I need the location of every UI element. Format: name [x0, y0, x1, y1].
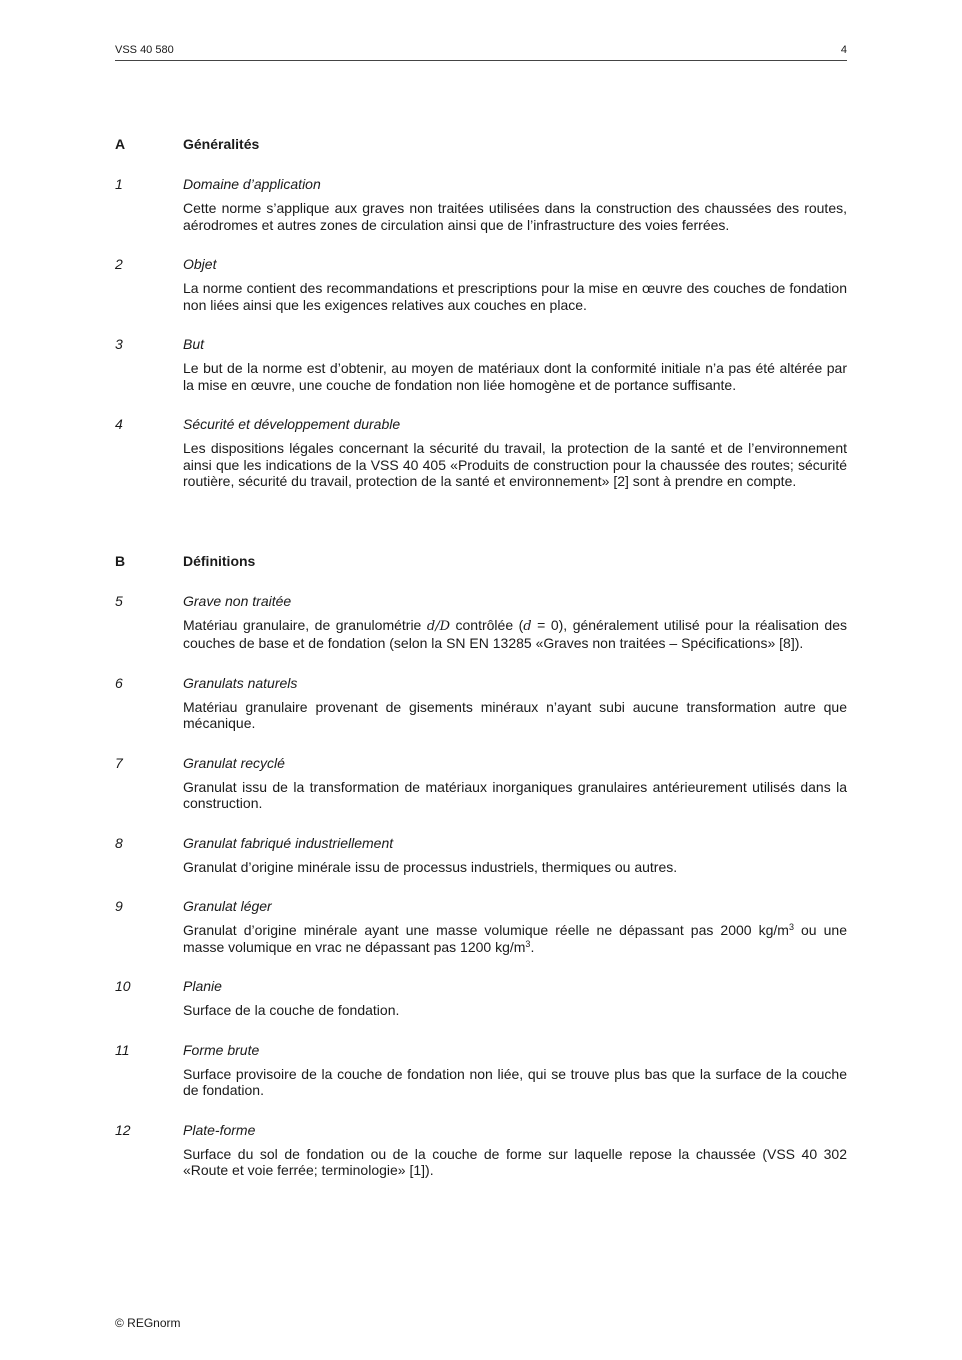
clause-10 — [115, 977, 847, 1019]
document-reference: VSS 40 580 — [115, 44, 174, 56]
clause-text: Le but de la norme est d’obtenir, au moyen de matériaux dont la conformité initiale n’a pas été altérée par la mise en œuvre, une couche de fondation non liée homogène et de portance suffisante. — [183, 360, 847, 393]
clause-heading — [115, 1041, 847, 1059]
clause-title: Granulats naturels — [183, 674, 298, 691]
clause-title: Granulat léger — [183, 898, 272, 914]
clause-heading — [115, 834, 847, 852]
section-letter: A — [115, 136, 126, 152]
clause-number: 9 — [115, 898, 123, 914]
clause-text — [183, 617, 847, 652]
clause-text: Surface provisoire de la couche de fondation non liée, qui se trouve plus bas que la surface de la couche de fondation. — [183, 1065, 847, 1098]
clause-number: 6 — [115, 674, 123, 691]
clause-4 — [115, 415, 847, 490]
clause-number: 8 — [115, 834, 123, 851]
section-title: Généralités — [183, 136, 260, 152]
section-definitions — [115, 552, 847, 1179]
clause-5 — [115, 592, 847, 652]
clause-number: 2 — [115, 256, 123, 272]
page-header — [115, 44, 847, 61]
text-run: = 0), généralement utilisé pour la réalisation des couches de base et de fondation (selon la SN EN 13285 «Graves non traitées – Spécifications» [8]). — [183, 616, 847, 651]
text-run: Granulat d’origine minérale ayant une masse volumique réelle ne dépassant pas 2000 kg/m — [183, 922, 789, 938]
clause-title: Granulat recyclé — [183, 754, 285, 771]
text-run: . — [530, 938, 535, 955]
document-body — [115, 135, 847, 1201]
clause-heading — [115, 977, 847, 995]
clause-number: 1 — [115, 176, 123, 192]
clause-heading — [115, 592, 847, 610]
clause-12 — [115, 1121, 847, 1179]
clause-title: Planie — [183, 978, 222, 994]
clause-11 — [115, 1041, 847, 1099]
clause-title: Plate-forme — [183, 1121, 256, 1138]
clause-heading — [115, 255, 847, 273]
clause-title: Domaine d’application — [183, 176, 321, 192]
math-d: d — [523, 618, 532, 634]
copyright-footer: © REGnorm — [115, 1316, 181, 1330]
clause-heading — [115, 415, 847, 433]
clause-text: Matériau granulaire provenant de gisements minéraux n’ayant subi aucune transformation autre que mécanique. — [183, 698, 847, 731]
section-heading — [115, 135, 847, 153]
clause-text: Surface du sol de fondation ou de la couche de forme sur laquelle repose la chaussée (VSS 40 302 «Route et voie ferrée; terminologie» [1]). — [183, 1145, 847, 1178]
clause-title: Objet — [183, 256, 217, 272]
clause-text: Cette norme s’applique aux graves non traitées utilisées dans la construction des chaussées des routes, aérodromes et autres zones de circulation ainsi que de l’infrastructure des voies ferrées. — [183, 200, 847, 233]
clause-number: 12 — [115, 1121, 131, 1138]
text-run: contrôlée ( — [450, 616, 524, 633]
section-title: Définitions — [183, 552, 256, 569]
section-letter: B — [115, 552, 126, 569]
clause-2 — [115, 255, 847, 313]
superscript: 3 — [525, 938, 531, 949]
superscript: 3 — [788, 922, 794, 932]
clause-heading — [115, 335, 847, 353]
clause-heading — [115, 175, 847, 193]
clause-title: But — [183, 336, 205, 352]
section-heading — [115, 552, 847, 570]
clause-7 — [115, 754, 847, 812]
clause-number: 3 — [115, 336, 123, 352]
text-run: ou une masse volumique en vrac ne dépassant pas 1200 kg/m — [183, 922, 847, 955]
clause-9 — [115, 897, 847, 955]
clause-number: 11 — [115, 1041, 130, 1058]
clause-heading — [115, 674, 847, 692]
clause-text: La norme contient des recommandations et prescriptions pour la mise en œuvre des couches de fondation non liées ainsi que les exigences relatives aux couches en place. — [183, 280, 847, 313]
clause-text: Granulat issu de la transformation de matériaux inorganiques granulaires antérieurement utilisés dans la construction. — [183, 778, 847, 811]
clause-6 — [115, 674, 847, 732]
math-d-over-D: d/D — [426, 618, 450, 634]
clause-1 — [115, 175, 847, 233]
clause-number: 7 — [115, 754, 123, 771]
page-number: 4 — [840, 44, 847, 56]
clause-text: Les dispositions légales concernant la sécurité du travail, la protection de la santé et de l’environnement ainsi que les indications de la VSS 40 405 «Produits de construction pour la chaussée des routes; sécurité routière, sécurité du travail, protection de la santé et environnement» [2] sont à prendre en compte. — [183, 440, 847, 489]
clause-8 — [115, 834, 847, 876]
clause-heading — [115, 754, 847, 772]
clause-number: 4 — [115, 416, 123, 432]
clause-text: Surface de la couche de fondation. — [183, 1002, 400, 1018]
text-run: Matériau granulaire, de granulométrie — [183, 616, 427, 633]
clause-title: Granulat fabriqué industriellement — [183, 834, 394, 851]
clause-text — [183, 922, 847, 955]
clause-heading — [115, 1121, 847, 1139]
clause-title: Sécurité et développement durable — [183, 416, 401, 432]
clause-title: Grave non traitée — [183, 592, 292, 609]
section-generalites — [115, 135, 847, 490]
clause-number: 5 — [115, 592, 123, 609]
clause-heading — [115, 897, 847, 915]
clause-title: Forme brute — [183, 1041, 260, 1058]
clause-text: Granulat d’origine minérale issu de processus industriels, thermiques ou autres. — [183, 858, 678, 875]
clause-number: 10 — [115, 978, 131, 994]
clause-3 — [115, 335, 847, 393]
